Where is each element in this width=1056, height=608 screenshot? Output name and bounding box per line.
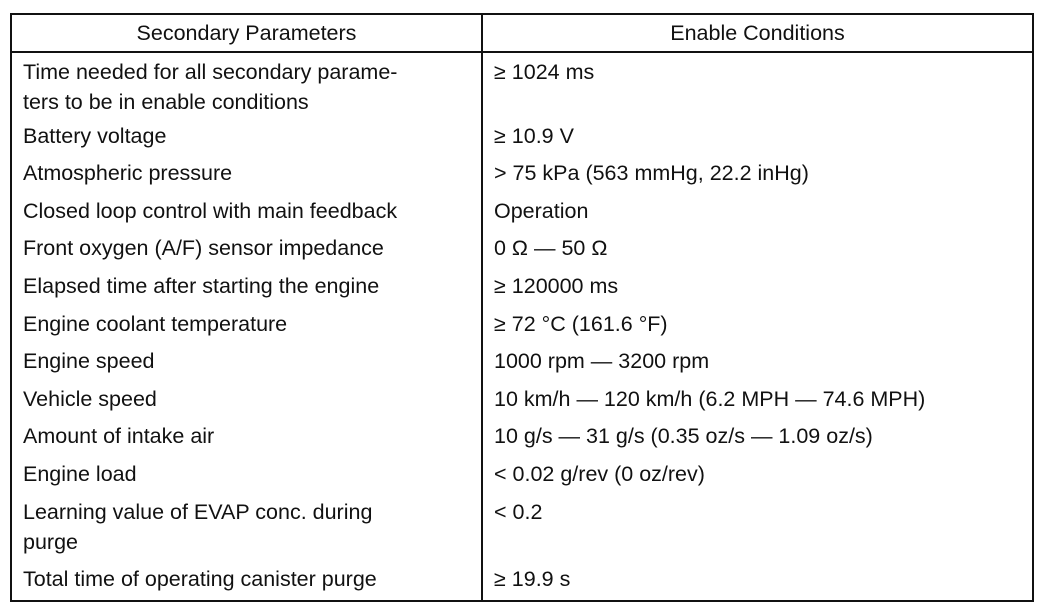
table-row xyxy=(11,270,1033,308)
parameter-cell: Atmospheric pressure xyxy=(11,157,482,195)
parameter-cell: Engine load xyxy=(11,458,482,496)
parameter-cell: Vehicle speed xyxy=(11,383,482,421)
table-row xyxy=(11,345,1033,383)
table-row xyxy=(11,496,1033,564)
condition-cell: ≥ 72 °C (161.6 °F) xyxy=(482,308,1033,346)
table-row xyxy=(11,383,1033,421)
parameter-cell: Total time of operating canister purge xyxy=(11,563,482,601)
header-secondary-parameters: Secondary Parameters xyxy=(11,14,482,52)
table-row xyxy=(11,157,1033,195)
table-row xyxy=(11,308,1033,346)
header-row xyxy=(11,14,1033,52)
parameter-cell: Learning value of EVAP conc. during purge xyxy=(11,496,482,564)
table-row xyxy=(11,120,1033,158)
parameter-cell: Elapsed time after starting the engine xyxy=(11,270,482,308)
condition-cell: 10 g/s — 31 g/s (0.35 oz/s — 1.09 oz/s) xyxy=(482,420,1033,458)
parameter-cell: Front oxygen (A/F) sensor impedance xyxy=(11,232,482,270)
condition-cell: ≥ 1024 ms xyxy=(482,52,1033,120)
parameter-cell: Amount of intake air xyxy=(11,420,482,458)
condition-cell: 0 Ω — 50 Ω xyxy=(482,232,1033,270)
table-row xyxy=(11,52,1033,120)
condition-cell: 10 km/h — 120 km/h (6.2 MPH — 74.6 MPH) xyxy=(482,383,1033,421)
condition-cell: 1000 rpm — 3200 rpm xyxy=(482,345,1033,383)
table-row xyxy=(11,563,1033,601)
condition-cell: ≥ 10.9 V xyxy=(482,120,1033,158)
condition-cell: < 0.02 g/rev (0 oz/rev) xyxy=(482,458,1033,496)
parameter-cell: Time needed for all secondary parame- ters to be in enable conditions xyxy=(11,52,482,120)
table-row xyxy=(11,458,1033,496)
parameter-cell: Closed loop control with main feedback xyxy=(11,195,482,233)
table-row xyxy=(11,420,1033,458)
parameter-cell: Engine coolant temperature xyxy=(11,308,482,346)
table-row xyxy=(11,195,1033,233)
condition-cell: ≥ 19.9 s xyxy=(482,563,1033,601)
condition-cell: > 75 kPa (563 mmHg, 22.2 inHg) xyxy=(482,157,1033,195)
header-enable-conditions: Enable Conditions xyxy=(482,14,1033,52)
condition-cell: Operation xyxy=(482,195,1033,233)
parameter-cell: Engine speed xyxy=(11,345,482,383)
table-row xyxy=(11,232,1033,270)
enable-conditions-table xyxy=(10,13,1034,602)
condition-cell: ≥ 120000 ms xyxy=(482,270,1033,308)
parameter-cell: Battery voltage xyxy=(11,120,482,158)
condition-cell: < 0.2 xyxy=(482,496,1033,564)
